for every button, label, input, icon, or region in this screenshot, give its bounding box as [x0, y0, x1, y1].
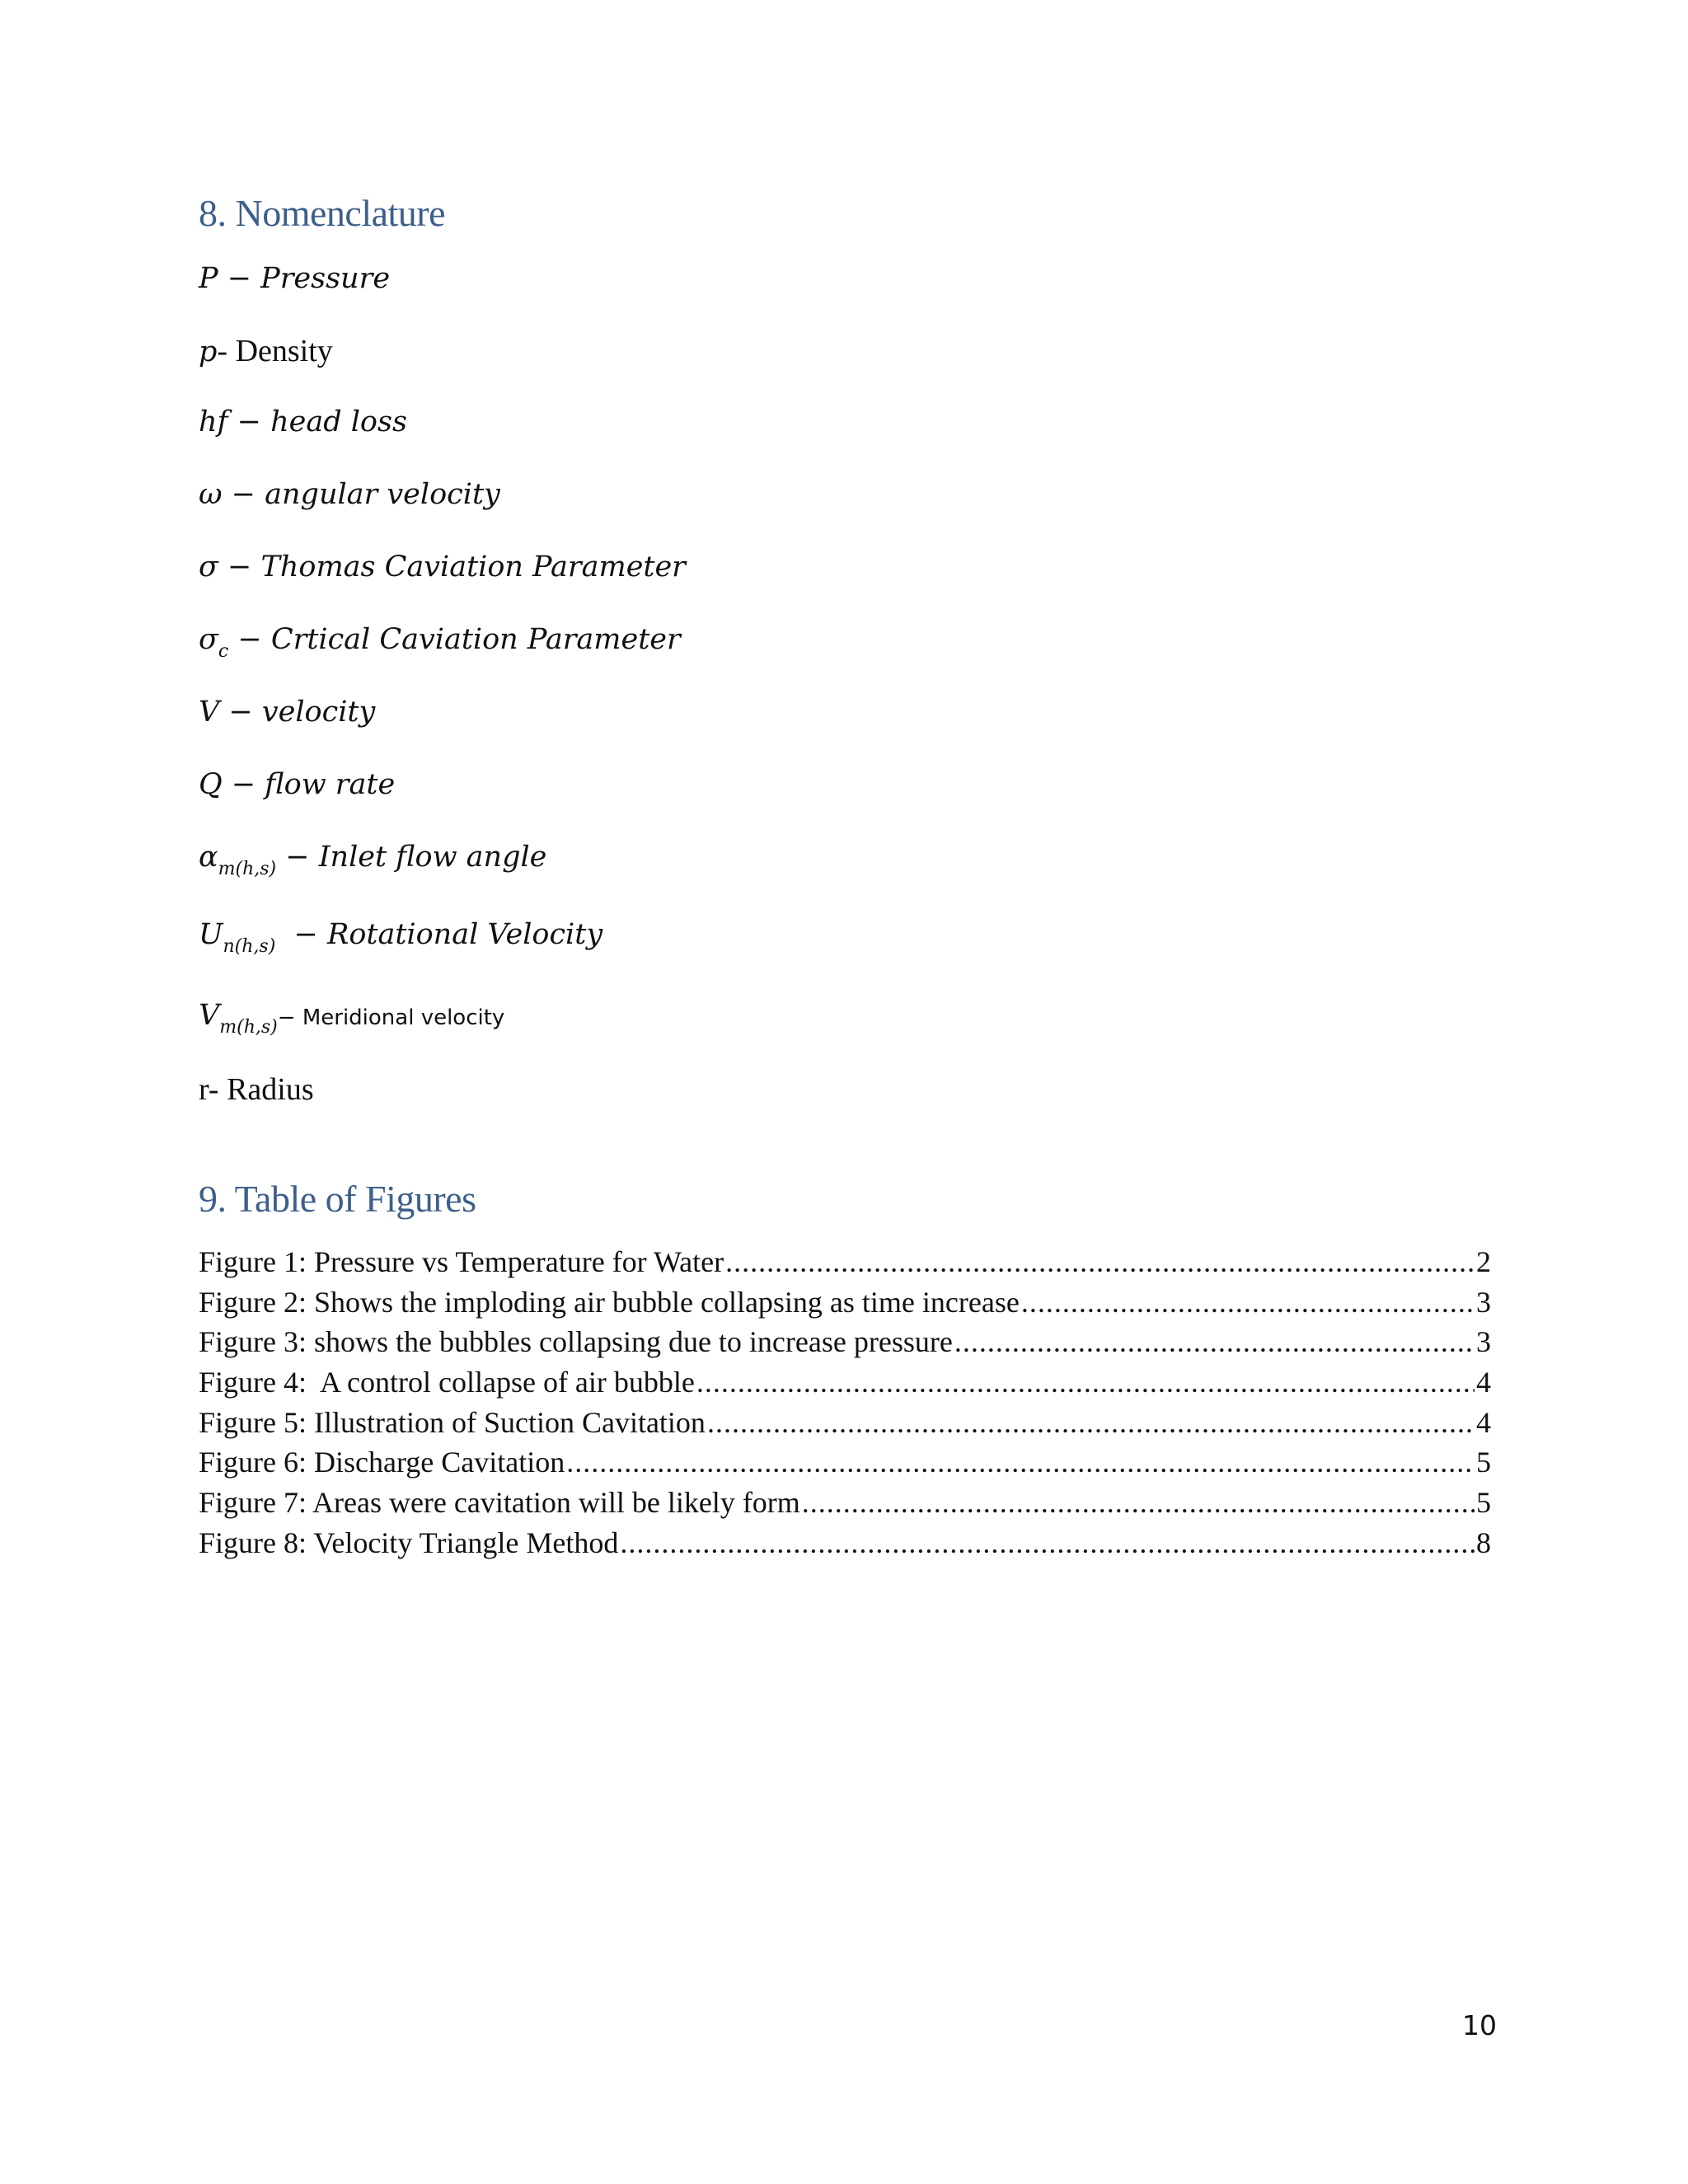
toc-entry-page: 4 — [1476, 1366, 1491, 1399]
toc-dot-leader — [725, 1244, 1475, 1279]
toc-entry[interactable] — [199, 1485, 1491, 1526]
nomenclature-label: Rotational Velocity — [327, 918, 603, 951]
nomenclature-item-velocity: V − velocity — [199, 696, 376, 729]
toc-entry-page: 5 — [1476, 1446, 1491, 1479]
toc-entry-label: Figure 2: Shows the imploding air bubble collapsing as time increase — [199, 1285, 1020, 1319]
toc-dot-leader — [802, 1485, 1475, 1520]
toc-entry[interactable] — [199, 1324, 1491, 1365]
toc-entry[interactable] — [199, 1526, 1491, 1566]
nomenclature-heading: 8. Nomenclature — [199, 192, 446, 234]
toc-entry[interactable] — [199, 1285, 1491, 1325]
nomenclature-symbol: σ — [199, 551, 218, 583]
nomenclature-item-radius: r- Radius — [199, 1072, 314, 1107]
toc-entry-page: 5 — [1476, 1486, 1491, 1520]
toc-entry-label: Figure 4: A control collapse of air bubble — [199, 1366, 695, 1399]
nomenclature-subscript: c — [218, 641, 229, 662]
toc-entry-page: 3 — [1476, 1285, 1491, 1319]
nomenclature-item-flow-rate: Q − flow rate — [199, 768, 396, 801]
nomenclature-symbol: ω — [199, 478, 223, 511]
toc-entry[interactable] — [199, 1405, 1491, 1446]
nomenclature-symbol: Q — [199, 768, 223, 801]
table-of-figures-heading: 9. Table of Figures — [199, 1178, 476, 1220]
nomenclature-item-density: p- Density — [199, 334, 333, 368]
toc-dot-leader — [566, 1445, 1475, 1479]
nomenclature-symbol: p — [199, 335, 218, 368]
nomenclature-item-rotational-velocity: $U_{n(h,s)}$ − Rotational Velocity — [199, 918, 603, 957]
nomenclature-item-meridional-velocity: $V_{m(h,s)}-$ Meridional velocity — [199, 999, 505, 1038]
toc-entry[interactable] — [199, 1244, 1491, 1285]
nomenclature-item-angular-velocity: ω − angular velocity — [199, 478, 500, 511]
nomenclature-symbol: U — [199, 918, 223, 951]
nomenclature-label: Radius — [227, 1072, 314, 1107]
toc-entry[interactable] — [199, 1365, 1491, 1405]
nomenclature-label: Crtical Caviation Parameter — [270, 623, 681, 656]
toc-dot-leader — [620, 1526, 1475, 1560]
nomenclature-item-inlet-flow-angle: $\alpha_{m(h,s)}$ − Inlet flow angle — [199, 841, 547, 879]
nomenclature-label: Pressure — [260, 262, 391, 295]
toc-dot-leader — [1021, 1285, 1475, 1319]
nomenclature-symbol: V — [199, 696, 220, 729]
toc-entry-label: Figure 5: Illustration of Suction Cavitation — [199, 1405, 706, 1439]
nomenclature-item-pressure: P − Pressure — [199, 262, 391, 295]
nomenclature-label: flow rate — [265, 768, 396, 801]
page-number: 10 — [1462, 2009, 1497, 2041]
nomenclature-item-head-loss: hf − head loss — [199, 405, 407, 438]
nomenclature-symbol: r — [199, 1072, 209, 1107]
toc-entry-label: Figure 3: shows the bubbles collapsing due to increase pressure — [199, 1325, 953, 1359]
nomenclature-label: Inlet flow angle — [318, 841, 547, 874]
nomenclature-item-critical-parameter: $\sigma_c$ − Crtical Caviation Parameter — [199, 623, 681, 662]
nomenclature-label: velocity — [261, 696, 376, 729]
nomenclature-symbol: σ — [199, 623, 218, 656]
toc-dot-leader — [707, 1405, 1475, 1440]
nomenclature-item-thomas-parameter: σ − Thomas Caviation Parameter — [199, 551, 686, 583]
nomenclature-symbol: P — [199, 262, 218, 295]
nomenclature-label: angular velocity — [265, 478, 500, 511]
nomenclature-label: Density — [235, 334, 333, 368]
table-of-figures-list — [199, 1244, 1491, 1566]
toc-dot-leader — [696, 1365, 1475, 1399]
nomenclature-symbol: α — [199, 841, 218, 874]
toc-entry-page: 4 — [1476, 1405, 1491, 1439]
nomenclature-label: Meridional velocity — [302, 1005, 505, 1030]
toc-dot-leader — [954, 1324, 1475, 1359]
toc-entry-label: Figure 8: Velocity Triangle Method — [199, 1526, 619, 1559]
nomenclature-symbol: hf — [199, 405, 228, 438]
nomenclature-subscript: m(h,s) — [219, 1017, 278, 1038]
nomenclature-subscript: m(h,s) — [218, 859, 277, 879]
toc-entry-label: Figure 1: Pressure vs Temperature for Water — [199, 1245, 724, 1278]
toc-entry-page: 2 — [1476, 1245, 1491, 1278]
nomenclature-label: Thomas Caviation Parameter — [260, 551, 686, 583]
toc-entry-label: Figure 7: Areas were cavitation will be likely form — [199, 1486, 800, 1520]
toc-entry-label: Figure 6: Discharge Cavitation — [199, 1446, 565, 1479]
nomenclature-label: head loss — [270, 405, 407, 438]
toc-entry-page: 3 — [1476, 1325, 1491, 1359]
nomenclature-symbol: V — [199, 999, 220, 1032]
toc-entry-page: 8 — [1476, 1526, 1491, 1559]
toc-entry[interactable] — [199, 1445, 1491, 1485]
nomenclature-subscript: n(h,s) — [223, 936, 276, 957]
